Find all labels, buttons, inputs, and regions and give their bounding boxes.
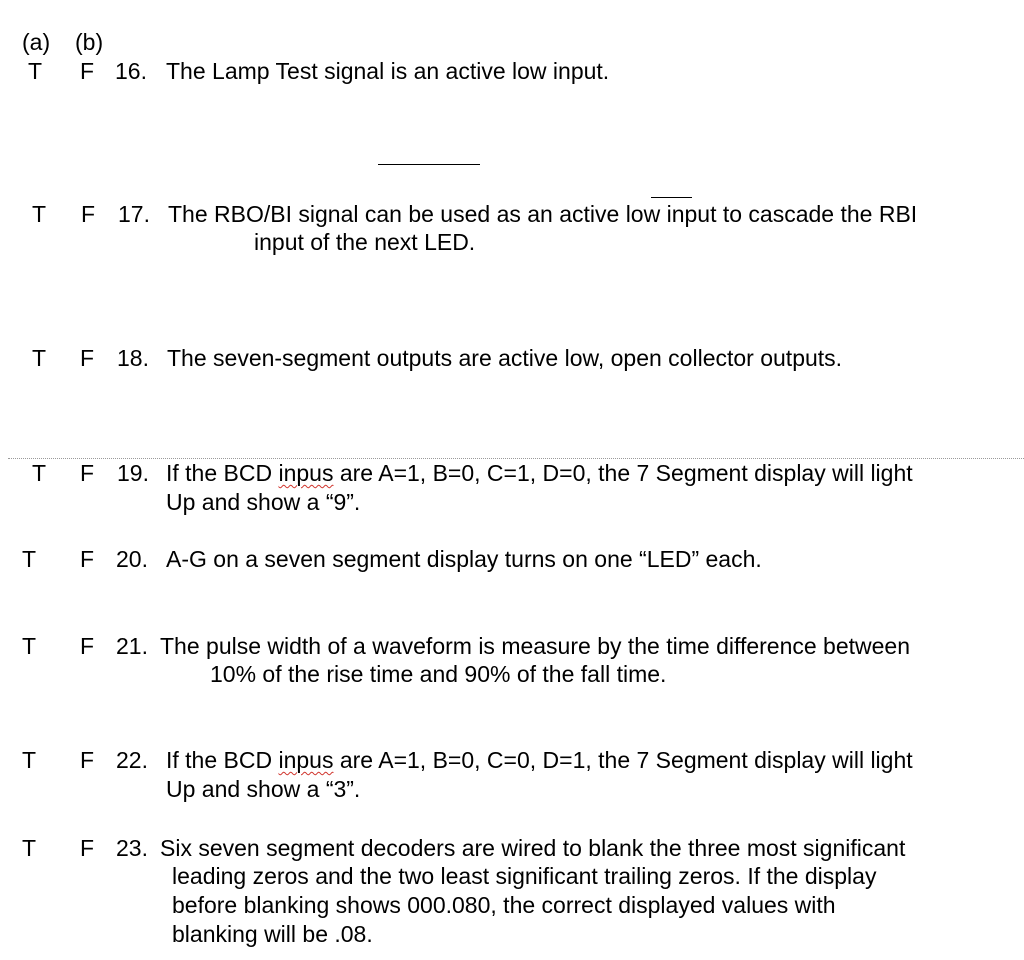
true-option[interactable]: T	[22, 633, 37, 659]
question-text-line-1: Six seven segment decoders are wired to blank the three most significant	[160, 835, 906, 861]
low-overline	[651, 197, 692, 198]
question-number: 18.	[117, 345, 149, 371]
question-number: 16.	[115, 58, 147, 84]
true-option[interactable]: T	[32, 460, 47, 486]
true-option[interactable]: T	[32, 201, 47, 227]
question-number: 20.	[116, 546, 148, 572]
question-text-line-1: If the BCD inpus are A=1, B=0, C=0, D=1, the 7 Segment display will light	[166, 747, 913, 773]
question-number: 17.	[118, 201, 150, 227]
false-option[interactable]: F	[80, 58, 95, 84]
question-text-line-4: blanking will be .08.	[172, 921, 373, 947]
true-option[interactable]: T	[22, 747, 37, 773]
false-option[interactable]: F	[80, 633, 95, 659]
question-number: 22.	[116, 747, 148, 773]
question-text-line-3: before blanking shows 000.080, the correct displayed values with	[172, 892, 836, 918]
true-option[interactable]: T	[22, 835, 37, 861]
question-number: 19.	[117, 460, 149, 486]
false-option[interactable]: F	[80, 835, 95, 861]
question-text: The Lamp Test signal is an active low input.	[166, 58, 610, 84]
column-header-b: (b)	[75, 29, 104, 55]
false-option[interactable]: F	[80, 460, 95, 486]
spellcheck-flagged-word[interactable]: inpus	[278, 460, 334, 486]
question-text-line-2: leading zeros and the two least significant trailing zeros. If the display	[172, 863, 877, 889]
question-text-line-2: 10% of the rise time and 90% of the fall time.	[210, 661, 667, 687]
question-text-line-1: The RBO/BI signal can be used as an active low input to cascade the RBI	[168, 201, 918, 227]
question-number: 23.	[116, 835, 148, 861]
false-option[interactable]: F	[80, 345, 95, 371]
question-text-line-2: Up and show a “3”.	[166, 776, 361, 802]
true-option[interactable]: T	[22, 546, 37, 572]
false-option[interactable]: F	[80, 747, 95, 773]
question-text-line-1: The pulse width of a waveform is measure by the time difference between	[160, 633, 911, 659]
question-text-line-2: Up and show a “9”.	[166, 489, 361, 515]
column-header-a: (a)	[22, 29, 51, 55]
true-option[interactable]: T	[28, 58, 43, 84]
question-number: 21.	[116, 633, 148, 659]
false-option[interactable]: F	[80, 546, 95, 572]
rbo-bi-overline	[378, 164, 480, 165]
question-text: A-G on a seven segment display turns on one “LED” each.	[166, 546, 762, 572]
spellcheck-flagged-word[interactable]: inpus	[278, 747, 334, 773]
question-text-line-1: If the BCD inpus are A=1, B=0, C=1, D=0, the 7 Segment display will light	[166, 460, 913, 486]
false-option[interactable]: F	[81, 201, 96, 227]
question-text-line-2: input of the next LED.	[254, 229, 476, 255]
question-text: The seven-segment outputs are active low, open collector outputs.	[167, 345, 843, 371]
true-option[interactable]: T	[32, 345, 47, 371]
